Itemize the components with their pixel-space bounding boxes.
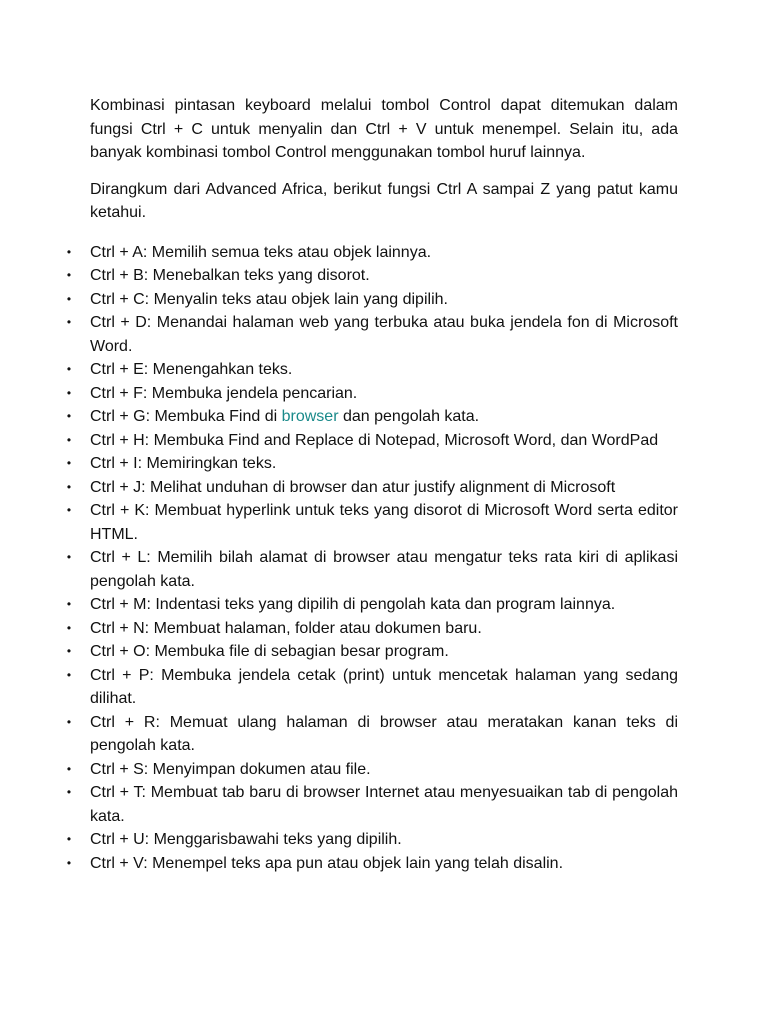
list-item-text: dan pengolah kata. bbox=[338, 408, 480, 425]
list-item-text: Ctrl + A: Memilih semua teks atau objek lainnya. bbox=[90, 243, 432, 261]
bullet-icon: • bbox=[66, 456, 72, 470]
bullet-icon: • bbox=[66, 667, 72, 682]
list-item-text: Ctrl + G: Membuka Find di bbox=[90, 408, 282, 425]
intro-paragraph: Kombinasi pintasan keyboard melalui tombol Control dapat ditemukan dalam fungsi Ctrl + C untuk menyalin dan Ctrl + V untuk menempel. Selain itu, ada banyak kombinasi tombol Control menggunakan tombol huruf lainnya. bbox=[90, 97, 678, 161]
source-paragraph: Dirangkum dari Advanced Africa, berikut fungsi Ctrl A sampai Z yang patut kamu ketahui. bbox=[90, 180, 678, 221]
list-item-text: Ctrl + O: Membuka file di sebagian besar program. bbox=[90, 643, 449, 660]
list-item bbox=[66, 546, 678, 593]
bullet-icon: • bbox=[66, 785, 72, 799]
list-item bbox=[66, 311, 678, 358]
bullet-icon: • bbox=[66, 761, 72, 776]
list-item bbox=[66, 429, 678, 453]
list-item-text: Ctrl + P: Membuka jendela cetak (print) untuk mencetak halaman yang sedang dilihat. bbox=[90, 666, 678, 707]
list-item-text: Ctrl + C: Menyalin teks atau objek lain yang dipilih. bbox=[90, 290, 448, 308]
list-item-text: Ctrl + M: Indentasi teks yang dipilih di pengolah kata dan program lainnya. bbox=[90, 596, 616, 613]
list-item bbox=[66, 758, 678, 782]
bullet-icon: • bbox=[66, 855, 72, 870]
bullet-icon: • bbox=[66, 291, 72, 306]
bullet-icon: • bbox=[66, 479, 72, 494]
list-item bbox=[66, 476, 678, 500]
list-item-text: Ctrl + F: Membuka jendela pencarian. bbox=[90, 384, 358, 402]
list-item-text: Ctrl + V: Menempel teks apa pun atau objek lain yang telah disalin. bbox=[90, 854, 564, 872]
browser-link[interactable]: browser bbox=[281, 408, 339, 425]
bullet-icon: • bbox=[66, 597, 72, 611]
list-item bbox=[66, 358, 678, 382]
bullet-icon: • bbox=[66, 409, 72, 423]
list-item-text: Ctrl + N: Membuat halaman, folder atau dokumen baru. bbox=[90, 619, 482, 637]
list-item bbox=[66, 241, 678, 265]
list-item-text: Ctrl + I: Memiringkan teks. bbox=[90, 455, 277, 472]
list-item bbox=[66, 828, 678, 852]
list-item-text: Ctrl + D: Menandai halaman web yang terbuka atau buka jendela fon di Microsoft Word. bbox=[90, 314, 678, 355]
list-item-text: Ctrl + S: Menyimpan dokumen atau file. bbox=[90, 760, 371, 778]
list-item bbox=[66, 711, 678, 758]
bullet-icon: • bbox=[66, 503, 72, 517]
list-item bbox=[66, 852, 678, 876]
list-item-text: Ctrl + U: Menggarisbawahi teks yang dipilih. bbox=[90, 831, 402, 848]
bullet-icon: • bbox=[66, 315, 72, 329]
bullet-icon: • bbox=[66, 432, 72, 447]
list-item bbox=[66, 264, 678, 288]
bullet-icon: • bbox=[66, 644, 72, 658]
list-item-text: Ctrl + T: Membuat tab baru di browser Internet atau menyesuaikan tab di pengolah kata. bbox=[90, 784, 678, 825]
list-item bbox=[66, 452, 678, 476]
list-item-text: Ctrl + B: Menebalkan teks yang disorot. bbox=[90, 267, 370, 284]
list-item bbox=[66, 405, 678, 429]
bullet-icon: • bbox=[66, 550, 72, 564]
bullet-icon: • bbox=[66, 362, 72, 376]
bullet-icon: • bbox=[66, 385, 72, 400]
list-item bbox=[66, 781, 678, 828]
bullet-icon: • bbox=[66, 620, 72, 635]
list-item bbox=[66, 499, 678, 546]
list-item-text: Ctrl + L: Memilih bilah alamat di browser atau mengatur teks rata kiri di aplikasi pengolah kata. bbox=[90, 549, 678, 590]
shortcut-list bbox=[66, 241, 678, 876]
list-item-text: Ctrl + E: Menengahkan teks. bbox=[90, 361, 293, 378]
list-item-text: Ctrl + R: Memuat ulang halaman di browser atau meratakan kanan teks di pengolah kata. bbox=[90, 713, 678, 754]
list-item-text: Ctrl + J: Melihat unduhan di browser dan atur justify alignment di Microsoft bbox=[90, 478, 616, 496]
list-item bbox=[66, 288, 678, 312]
list-item bbox=[66, 617, 678, 641]
bullet-icon: • bbox=[66, 832, 72, 846]
bullet-icon: • bbox=[66, 244, 72, 259]
list-item bbox=[66, 640, 678, 664]
list-item bbox=[66, 593, 678, 617]
list-item-text: Ctrl + K: Membuat hyperlink untuk teks yang disorot di Microsoft Word serta editor HTML. bbox=[90, 502, 678, 543]
list-item bbox=[66, 664, 678, 711]
bullet-icon: • bbox=[66, 714, 72, 729]
list-item bbox=[66, 382, 678, 406]
bullet-icon: • bbox=[66, 268, 72, 282]
list-item-text: Ctrl + H: Membuka Find and Replace di Notepad, Microsoft Word, dan WordPad bbox=[90, 431, 659, 449]
